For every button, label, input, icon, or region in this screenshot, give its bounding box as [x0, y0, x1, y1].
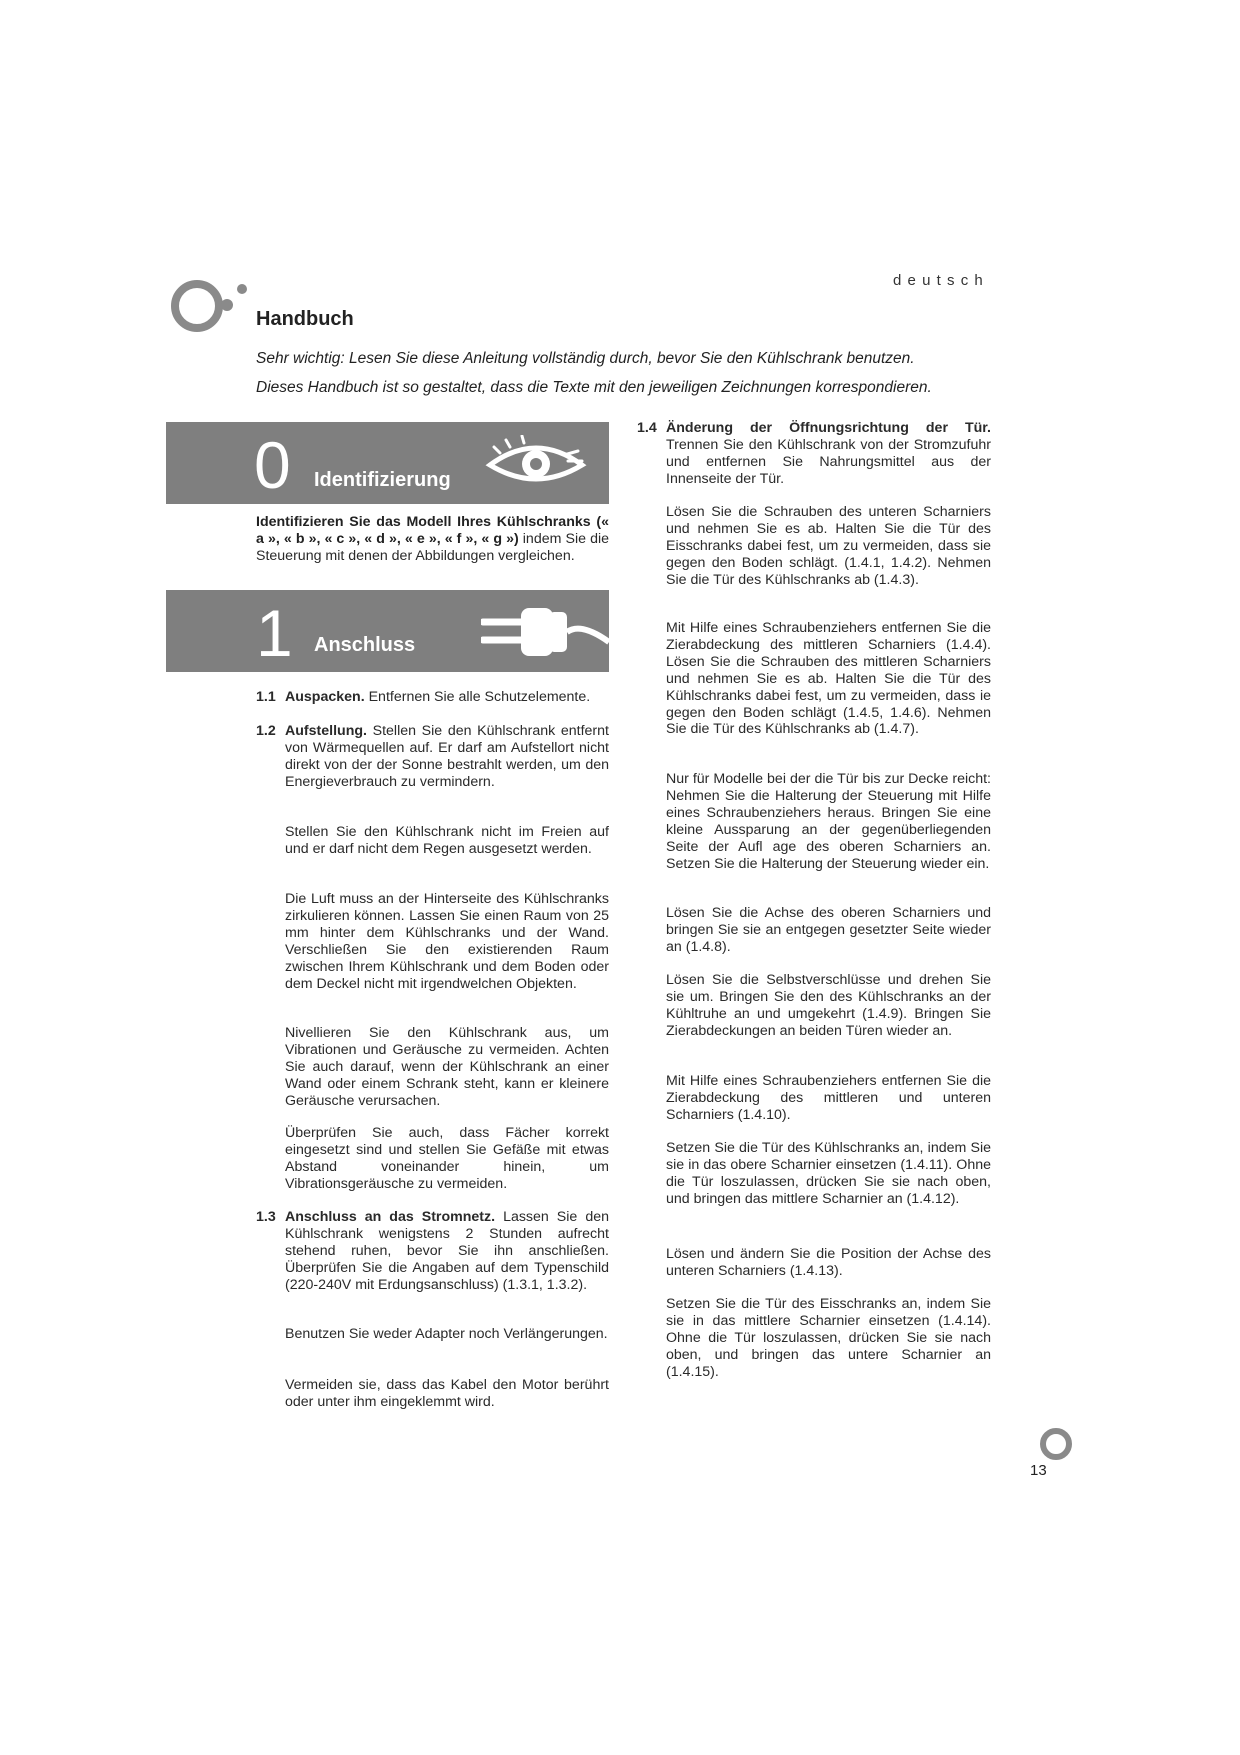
item-1-4-title: Änderung der Öffnungsrichtung der Tür. — [666, 420, 991, 436]
item-1-2-p1: Stellen Sie den Kühlschrank entfernt von Wärmequellen auf. Er darf am Aufstellort nicht direkt von der der Sonne bestrahlt werden, um den Energieverbrauch zu vermindern. — [285, 723, 609, 790]
intro-warning: Sehr wichtig: Lesen Sie diese Anleitung vollständig durch, bevor Sie den Kühlschrank benutzen. — [256, 350, 915, 367]
item-1-2-p5: Überprüfen Sie auch, dass Fächer korrekt eingesetzt sind und stellen Sie Gefäße mit etwas Abstand voneinander hinein, um Vibrationsgeräusche zu vermeiden. — [285, 1125, 609, 1192]
section-0-number: 0 — [254, 428, 291, 502]
page-title: Handbuch — [256, 308, 354, 330]
item-1-1-number: 1.1 — [256, 689, 276, 705]
eye-icon — [484, 435, 588, 491]
section-0-label: Identifizierung — [314, 469, 451, 491]
item-1-2-p2: Stellen Sie den Kühlschrank nicht im Freien auf und er darf nicht dem Regen ausgesetzt werden. — [285, 824, 609, 857]
item-1-4-p4: Nur für Modelle bei der die Tür bis zur Decke reicht: Nehmen Sie die Halterung der Steuerung mit Hilfe eines Schraubenziehers heraus. Bringen Sie eine kleine Aussparung an der gegenüberliegenden Seite der Aufl age des oberen Scharniers an. Setzen Sie die Halterung der Steuerung wieder ein. — [666, 771, 991, 872]
item-1-2-p4: Nivellieren Sie den Kühlschrank aus, um Vibrationen und Geräusche zu vermeiden. Achten Sie auch darauf, wenn der Kühlschrank an einer Wand oder einem Schrank steht, kann er kleinere Geräusche verursachen. — [285, 1025, 609, 1109]
plug-icon — [481, 602, 609, 662]
intro-note: Dieses Handbuch ist so gestaltet, dass die Texte mit den jeweiligen Zeichnungen korrespondieren. — [256, 379, 932, 396]
item-1-4-p5: Lösen Sie die Achse des oberen Scharniers und bringen Sie sie an entgegen gesetzter Seite wieder an (1.4.8). — [666, 905, 991, 955]
item-1-4-p6: Lösen Sie die Selbstverschlüsse und drehen Sie sie um. Bringen Sie den des Kühlschranks an der Kühltruhe an und umgekehrt (1.4.9). Bringen Sie Zierabdeckungen an beiden Türen wieder an. — [666, 972, 991, 1039]
item-1-1 — [256, 689, 609, 706]
item-1-3 — [256, 1209, 609, 1294]
item-1-3-p3: Vermeiden sie, dass das Kabel den Motor berührt oder unter ihm eingeklemmt wird. — [285, 1377, 609, 1410]
page-ring-icon — [1039, 1427, 1073, 1461]
item-1-2 — [256, 723, 609, 791]
language-label: deutsch — [893, 272, 989, 289]
section-0-text-rest: indem Sie die Steuerung mit denen der Abbildungen vergleichen. — [256, 530, 609, 564]
section-1-number: 1 — [256, 596, 293, 670]
item-1-2-number: 1.2 — [256, 723, 276, 739]
item-1-4-p7: Mit Hilfe eines Schraubenziehers entfernen Sie die Zierabdeckung des mittleren und unteren Scharniers (1.4.10). — [666, 1073, 991, 1123]
item-1-3-number: 1.3 — [256, 1209, 276, 1225]
section-0-header — [166, 422, 609, 504]
item-1-4-number: 1.4 — [637, 420, 657, 436]
item-1-3-title: Anschluss an das Stromnetz. — [285, 1209, 496, 1225]
item-1-4 — [637, 420, 991, 488]
item-1-4-p3: Mit Hilfe eines Schraubenziehers entfernen Sie die Zierabdeckung des mittleren Scharniers (1.4.4). Lösen Sie die Schrauben des mittleren Scharniers und nehmen Sie es ab. Halten Sie die Tür des Kühlschranks dabei fest, um zu vermeiden, dass ie gegen den Boden schlägt (1.4.5, 1.4.6). Nehmen Sie die Tür des Kühlschranks ab (1.4.7). — [666, 620, 991, 738]
item-1-4-p8: Setzen Sie die Tür des Kühlschranks an, indem Sie sie in das obere Scharnier einsetzen (1.4.11). Ohne die Tür loszulassen, drücken Sie sie nach oben, und bringen das mittlere Scharnier an (1.4.12). — [666, 1140, 991, 1207]
item-1-3-p1: Lassen Sie den Kühlschrank wenigstens 2 Stunden aufrecht stehend ruhen, bevor Sie ihn anschließen. Überprüfen Sie die Angaben auf dem Typenschild (220-240V mit Erdungsanschluss) (1.3.1, 1.3.2). — [285, 1209, 609, 1293]
item-1-4-p9: Lösen und ändern Sie die Position der Achse des unteren Scharniers (1.4.13). — [666, 1246, 991, 1279]
page-number: 13 — [1030, 1462, 1047, 1479]
item-1-3-p2: Benutzen Sie weder Adapter noch Verlängerungen. — [285, 1326, 608, 1342]
item-1-4-p10: Setzen Sie die Tür des Eisschranks an, indem Sie sie in das mittlere Scharnier einsetzen (1.4.14). Ohne die Tür loszulassen, drücken Sie sie nach oben, und bringen das untere Scharnier an (1.4.15). — [666, 1296, 991, 1380]
item-1-4-p2: Lösen Sie die Schrauben des unteren Scharniers und nehmen Sie es ab. Halten Sie die Tür des Eisschranks dabei fest, um zu vermeiden, dass sie gegen den Boden schlägt. (1.4.1, 1.4.2). Nehmen Sie die Tür des Kühlschranks ab (1.4.3). — [666, 504, 991, 588]
section-0-text-bold: Identifizieren Sie das Modell Ihres Kühlschranks (« a », « b », « c », « d », « e », « f », « g ») — [256, 514, 609, 547]
section-0-text — [256, 514, 609, 565]
item-1-1-title: Auspacken. — [285, 689, 365, 705]
item-1-2-title: Aufstellung. — [285, 723, 367, 739]
item-1-2-p3: Die Luft muss an der Hinterseite des Kühlschranks zirkulieren können. Lassen Sie einen Raum von 25 mm hinter dem Kühlschranks und der Wand. Verschließen Sie den existierenden Raum zwischen Ihrem Kühlschrank und dem Boden oder dem Deckel nicht mit irgendwelchen Objekten. — [285, 891, 609, 992]
brand-logo-icon — [168, 277, 256, 339]
section-1-label: Anschluss — [314, 634, 416, 656]
item-1-4-p1: Trennen Sie den Kühlschrank von der Stromzufuhr und entfernen Sie Nahrungsmittel aus der Innenseite der Tür. — [666, 436, 991, 487]
section-1-header — [166, 590, 609, 672]
item-1-1-p1: Entfernen Sie alle Schutzelemente. — [368, 689, 591, 705]
